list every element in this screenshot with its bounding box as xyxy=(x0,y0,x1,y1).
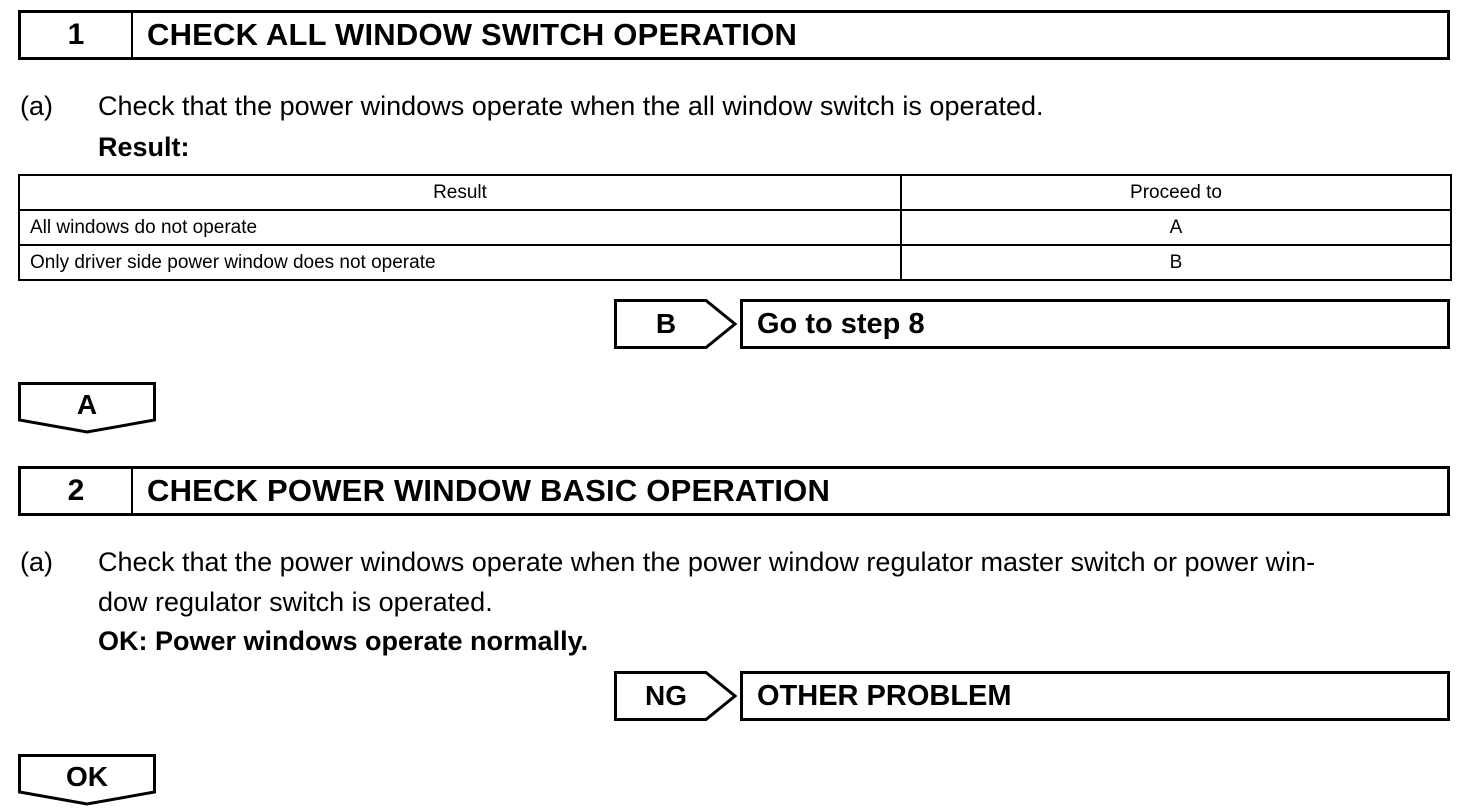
table-cell: A xyxy=(901,210,1451,245)
branch-b-label: B xyxy=(655,308,677,339)
step-1-item-text: Check that the power windows operate when the all window switch is operated. xyxy=(98,91,1044,121)
table-row xyxy=(19,245,1451,280)
step-2-item-text-line1: Check that the power windows operate when the power window regulator master switch or power win- xyxy=(98,547,1316,577)
step-2-item-label: (a) xyxy=(20,547,53,577)
continue-ok-label: OK xyxy=(66,761,108,792)
step-1-result-heading: Result: xyxy=(98,132,190,162)
table-cell: All windows do not operate xyxy=(19,210,901,245)
table-cell: B xyxy=(901,245,1451,280)
step-2-number: 2 xyxy=(21,469,133,513)
step-1-header xyxy=(18,10,1450,60)
continue-ok-tag xyxy=(18,754,156,806)
step-2-header xyxy=(18,466,1450,516)
result-table xyxy=(18,174,1452,281)
table-header-result: Result xyxy=(19,175,901,210)
table-row xyxy=(19,210,1451,245)
continue-a-tag xyxy=(18,382,156,434)
table-header-row xyxy=(19,175,1451,210)
step-2-item-text-line2: dow regulator switch is operated. xyxy=(98,587,493,617)
branch-b-tag xyxy=(614,299,738,349)
branch-b-result: Go to step 8 xyxy=(740,299,1450,349)
table-cell: Only driver side power window does not operate xyxy=(19,245,901,280)
step-2-ok-text: OK: Power windows operate normally. xyxy=(98,626,589,656)
branch-ng-result: OTHER PROBLEM xyxy=(740,671,1450,721)
step-1-item-label: (a) xyxy=(20,91,53,121)
branch-ng-label: NG xyxy=(645,680,687,711)
table-header-proceed: Proceed to xyxy=(901,175,1451,210)
step-1-number: 1 xyxy=(21,13,133,57)
step-1-title: CHECK ALL WINDOW SWITCH OPERATION xyxy=(147,17,798,52)
continue-a-label: A xyxy=(76,389,98,420)
branch-ng-tag xyxy=(614,671,738,721)
step-2-title: CHECK POWER WINDOW BASIC OPERATION xyxy=(147,473,831,508)
